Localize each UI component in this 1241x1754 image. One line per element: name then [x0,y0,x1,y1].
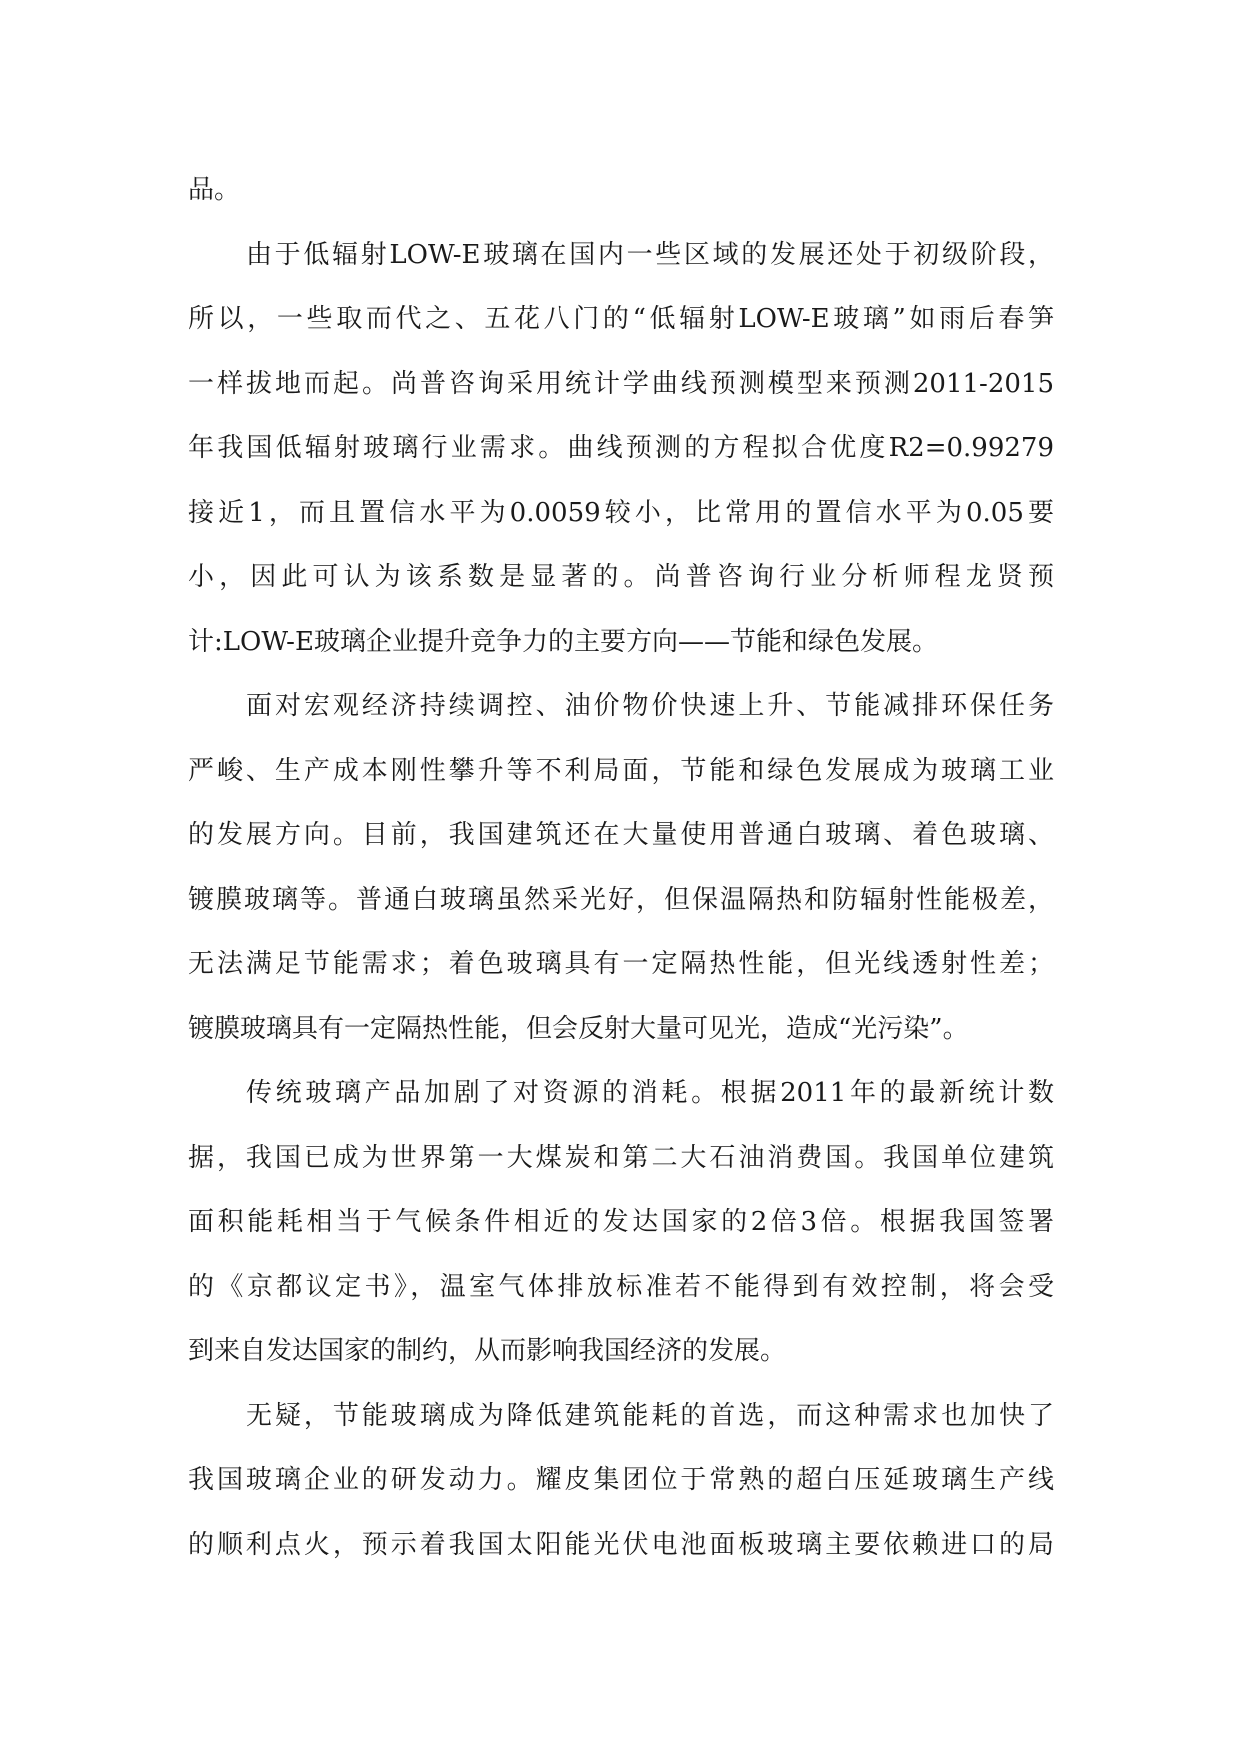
text-line: 由于低辐射LOW-E玻璃在国内一些区域的发展还处于初级阶段， [246,239,1054,270]
text-line: 无法满足节能需求；着色玻璃具有一定隔热性能，但光线透射性差； [188,949,1054,979]
text-line: 的发展方向。目前，我国建筑还在大量使用普通白玻璃、着色玻璃、 [188,820,1054,850]
text-line: 一样拔地而起。尚普咨询采用统计学曲线预测模型来预测2011-2015 [188,368,1054,399]
text-line: 传统玻璃产品加剧了对资源的消耗。根据2011年的最新统计数 [246,1078,1054,1108]
text-line: 品。 [188,175,241,205]
text-line: 到来自发达国家的制约，从而影响我国经济的发展。 [188,1336,787,1366]
text-line: 的顺利点火，预示着我国太阳能光伏电池面板玻璃主要依赖进口的局 [188,1529,1054,1560]
text-line: 年我国低辐射玻璃行业需求。曲线预测的方程拟合优度R2=0.99279 [188,433,1054,463]
text-line: 接近1，而且置信水平为0.0059较小，比常用的置信水平为0.05要 [188,497,1054,528]
text-line: 镀膜玻璃具有一定隔热性能，但会反射大量可见光，造成“光污染”。 [188,1013,969,1044]
text-line: 面积能耗相当于气候条件相近的发达国家的2倍3倍。根据我国签署 [188,1207,1054,1237]
text-line: 计:LOW-E玻璃企业提升竞争力的主要方向——节能和绿色发展。 [188,626,938,657]
text-line: 小，因此可认为该系数是显著的。尚普咨询行业分析师程龙贤预 [188,562,1054,592]
text-line: 我国玻璃企业的研发动力。耀皮集团位于常熟的超白压延玻璃生产线 [188,1465,1054,1495]
text-line: 严峻、生产成本刚性攀升等不利局面，节能和绿色发展成为玻璃工业 [188,755,1054,786]
text-line: 据，我国已成为世界第一大煤炭和第二大石油消费国。我国单位建筑 [188,1142,1054,1173]
text-line: 镀膜玻璃等。普通白玻璃虽然采光好，但保温隔热和防辐射性能极差， [188,884,1054,915]
document-body [188,158,1054,1577]
text-line: 面对宏观经济持续调控、油价物价快速上升、节能减排环保任务 [246,691,1054,721]
text-line: 的《京都议定书》，温室气体排放标准若不能得到有效控制，将会受 [188,1271,1054,1302]
text-line: 所以，一些取而代之、五花八门的“低辐射LOW-E玻璃”如雨后春笋 [188,304,1054,334]
text-line: 无疑，节能玻璃成为降低建筑能耗的首选，而这种需求也加快了 [246,1400,1054,1431]
